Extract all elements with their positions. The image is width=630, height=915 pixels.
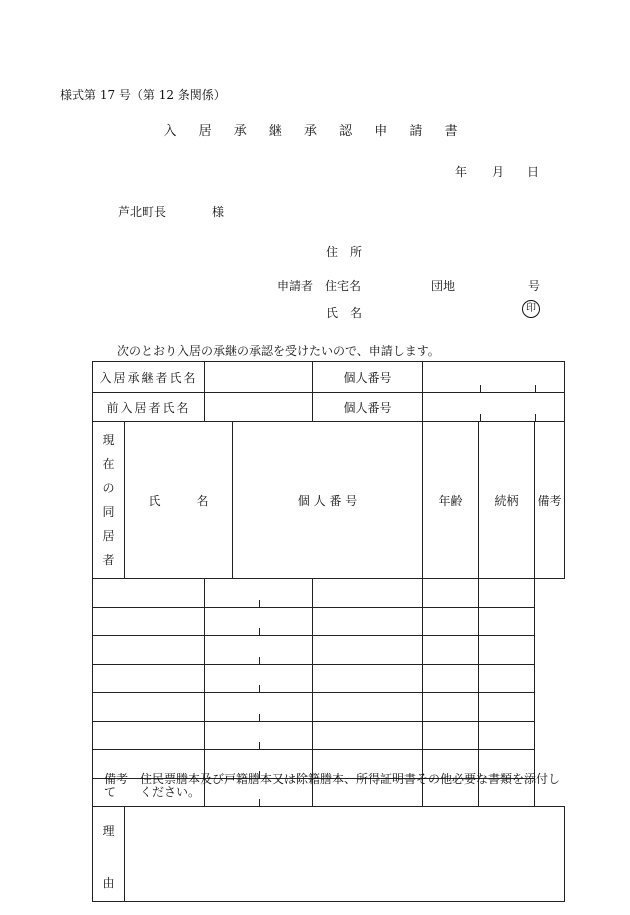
successor-name-label: 入居承継者氏名 [93, 362, 205, 393]
digit-divider [259, 714, 260, 721]
digit-divider [259, 628, 260, 635]
applicant-label: 申請者 [277, 279, 314, 293]
unit-number-label: 号 [528, 279, 541, 293]
cohabitant-personal-number-field[interactable] [205, 693, 313, 722]
digit-divider [259, 657, 260, 664]
date-month-label: 月 [492, 165, 505, 179]
cohabitants-char: 在 [102, 457, 115, 471]
cohabitant-personal-number-field[interactable] [205, 721, 313, 750]
page-title: 入 居 承 継 承 認 申 請 書 [163, 124, 467, 139]
cohabitants-char: 同 [102, 505, 115, 519]
cohabitant-remarks-field[interactable] [479, 579, 535, 608]
digit-divider [480, 414, 481, 421]
digit-divider [259, 799, 260, 806]
cohabitant-personal-number-field[interactable] [205, 664, 313, 693]
digit-divider [480, 385, 481, 392]
cohabitant-name-field[interactable] [93, 693, 205, 722]
cohabitant-row [93, 693, 565, 722]
date-day-label: 日 [527, 165, 540, 179]
previous-resident-row [93, 393, 565, 422]
cohabitant-remarks-field[interactable] [479, 607, 535, 636]
previous-resident-name-label: 前入居者氏名 [93, 393, 205, 422]
reason-label [93, 807, 125, 902]
cohabitant-personal-number-field[interactable] [205, 579, 313, 608]
cohabitant-relation-field[interactable] [423, 721, 479, 750]
cohabitant-row [93, 721, 565, 750]
successor-row [93, 362, 565, 393]
cohabitant-personal-number-field[interactable] [205, 636, 313, 665]
cohabitant-relation-field[interactable] [423, 636, 479, 665]
cohabitant-age-field[interactable] [313, 636, 423, 665]
addressee: 芦北町長 [118, 205, 167, 219]
column-relation: 続柄 [479, 422, 535, 579]
address-label: 住 所 [326, 245, 363, 259]
cohabitants-char: 者 [102, 553, 115, 567]
digit-divider [259, 685, 260, 692]
cohabitants-char: の [102, 481, 115, 495]
cohabitant-header-row [93, 422, 565, 579]
successor-name-field[interactable] [205, 362, 313, 393]
cohabitant-personal-number-field[interactable] [205, 607, 313, 636]
reason-char: 理 [102, 824, 115, 838]
cohabitant-row [93, 664, 565, 693]
previous-resident-name-field[interactable] [205, 393, 313, 422]
cohabitant-name-field[interactable] [93, 579, 205, 608]
cohabitant-name-field[interactable] [93, 607, 205, 636]
remarks-note: 備考 住民票謄本及び戸籍謄本又は除籍謄本、所得証明書その他必要な書類を添付して ください。 [104, 772, 561, 799]
column-personal-number: 個 人 番 号 [233, 422, 423, 579]
cohabitant-age-field[interactable] [313, 664, 423, 693]
column-age: 年齢 [423, 422, 479, 579]
applicant-name-label: 氏 名 [326, 306, 363, 320]
previous-personal-number-label: 個人番号 [313, 393, 423, 422]
form-number: 様式第 17 号（第 12 条関係） [60, 88, 226, 102]
cohabitant-age-field[interactable] [313, 607, 423, 636]
cohabitant-age-field[interactable] [313, 693, 423, 722]
cohabitants-char: 現 [102, 433, 115, 447]
cohabitant-name-field[interactable] [93, 664, 205, 693]
column-name: 氏 名 [125, 422, 233, 579]
cohabitant-row [93, 607, 565, 636]
seal-stamp-mark: 印 [522, 300, 540, 318]
cohabitant-name-field[interactable] [93, 721, 205, 750]
complex-label: 団地 [431, 279, 456, 293]
cohabitant-remarks-field[interactable] [479, 636, 535, 665]
cohabitant-relation-field[interactable] [423, 664, 479, 693]
cohabitant-relation-field[interactable] [423, 607, 479, 636]
date-year-label: 年 [455, 165, 468, 179]
reason-row [93, 807, 565, 902]
cohabitant-age-field[interactable] [313, 579, 423, 608]
digit-divider [535, 385, 536, 392]
cohabitant-row [93, 636, 565, 665]
cohabitant-relation-field[interactable] [423, 693, 479, 722]
digit-divider [259, 742, 260, 749]
cohabitant-remarks-field[interactable] [479, 693, 535, 722]
column-remarks: 備考 [535, 422, 565, 579]
reason-char: 由 [102, 876, 115, 890]
cohabitant-row [93, 579, 565, 608]
successor-personal-number-label: 個人番号 [313, 362, 423, 393]
application-table [92, 361, 565, 902]
honorific: 様 [212, 205, 225, 219]
cohabitant-remarks-field[interactable] [479, 721, 535, 750]
cohabitant-age-field[interactable] [313, 721, 423, 750]
cohabitant-name-field[interactable] [93, 636, 205, 665]
cohabitants-char: 居 [102, 529, 115, 543]
cohabitant-relation-field[interactable] [423, 579, 479, 608]
cohabitants-label [93, 422, 125, 579]
request-statement: 次のとおり入居の承継の承認を受けたいので、申請します。 [117, 344, 440, 358]
successor-personal-number-field[interactable] [423, 362, 565, 393]
previous-personal-number-field[interactable] [423, 393, 565, 422]
housing-name-label: 住宅名 [325, 279, 362, 293]
digit-divider [535, 414, 536, 421]
reason-field[interactable] [125, 807, 565, 902]
digit-divider [259, 600, 260, 607]
cohabitant-remarks-field[interactable] [479, 664, 535, 693]
